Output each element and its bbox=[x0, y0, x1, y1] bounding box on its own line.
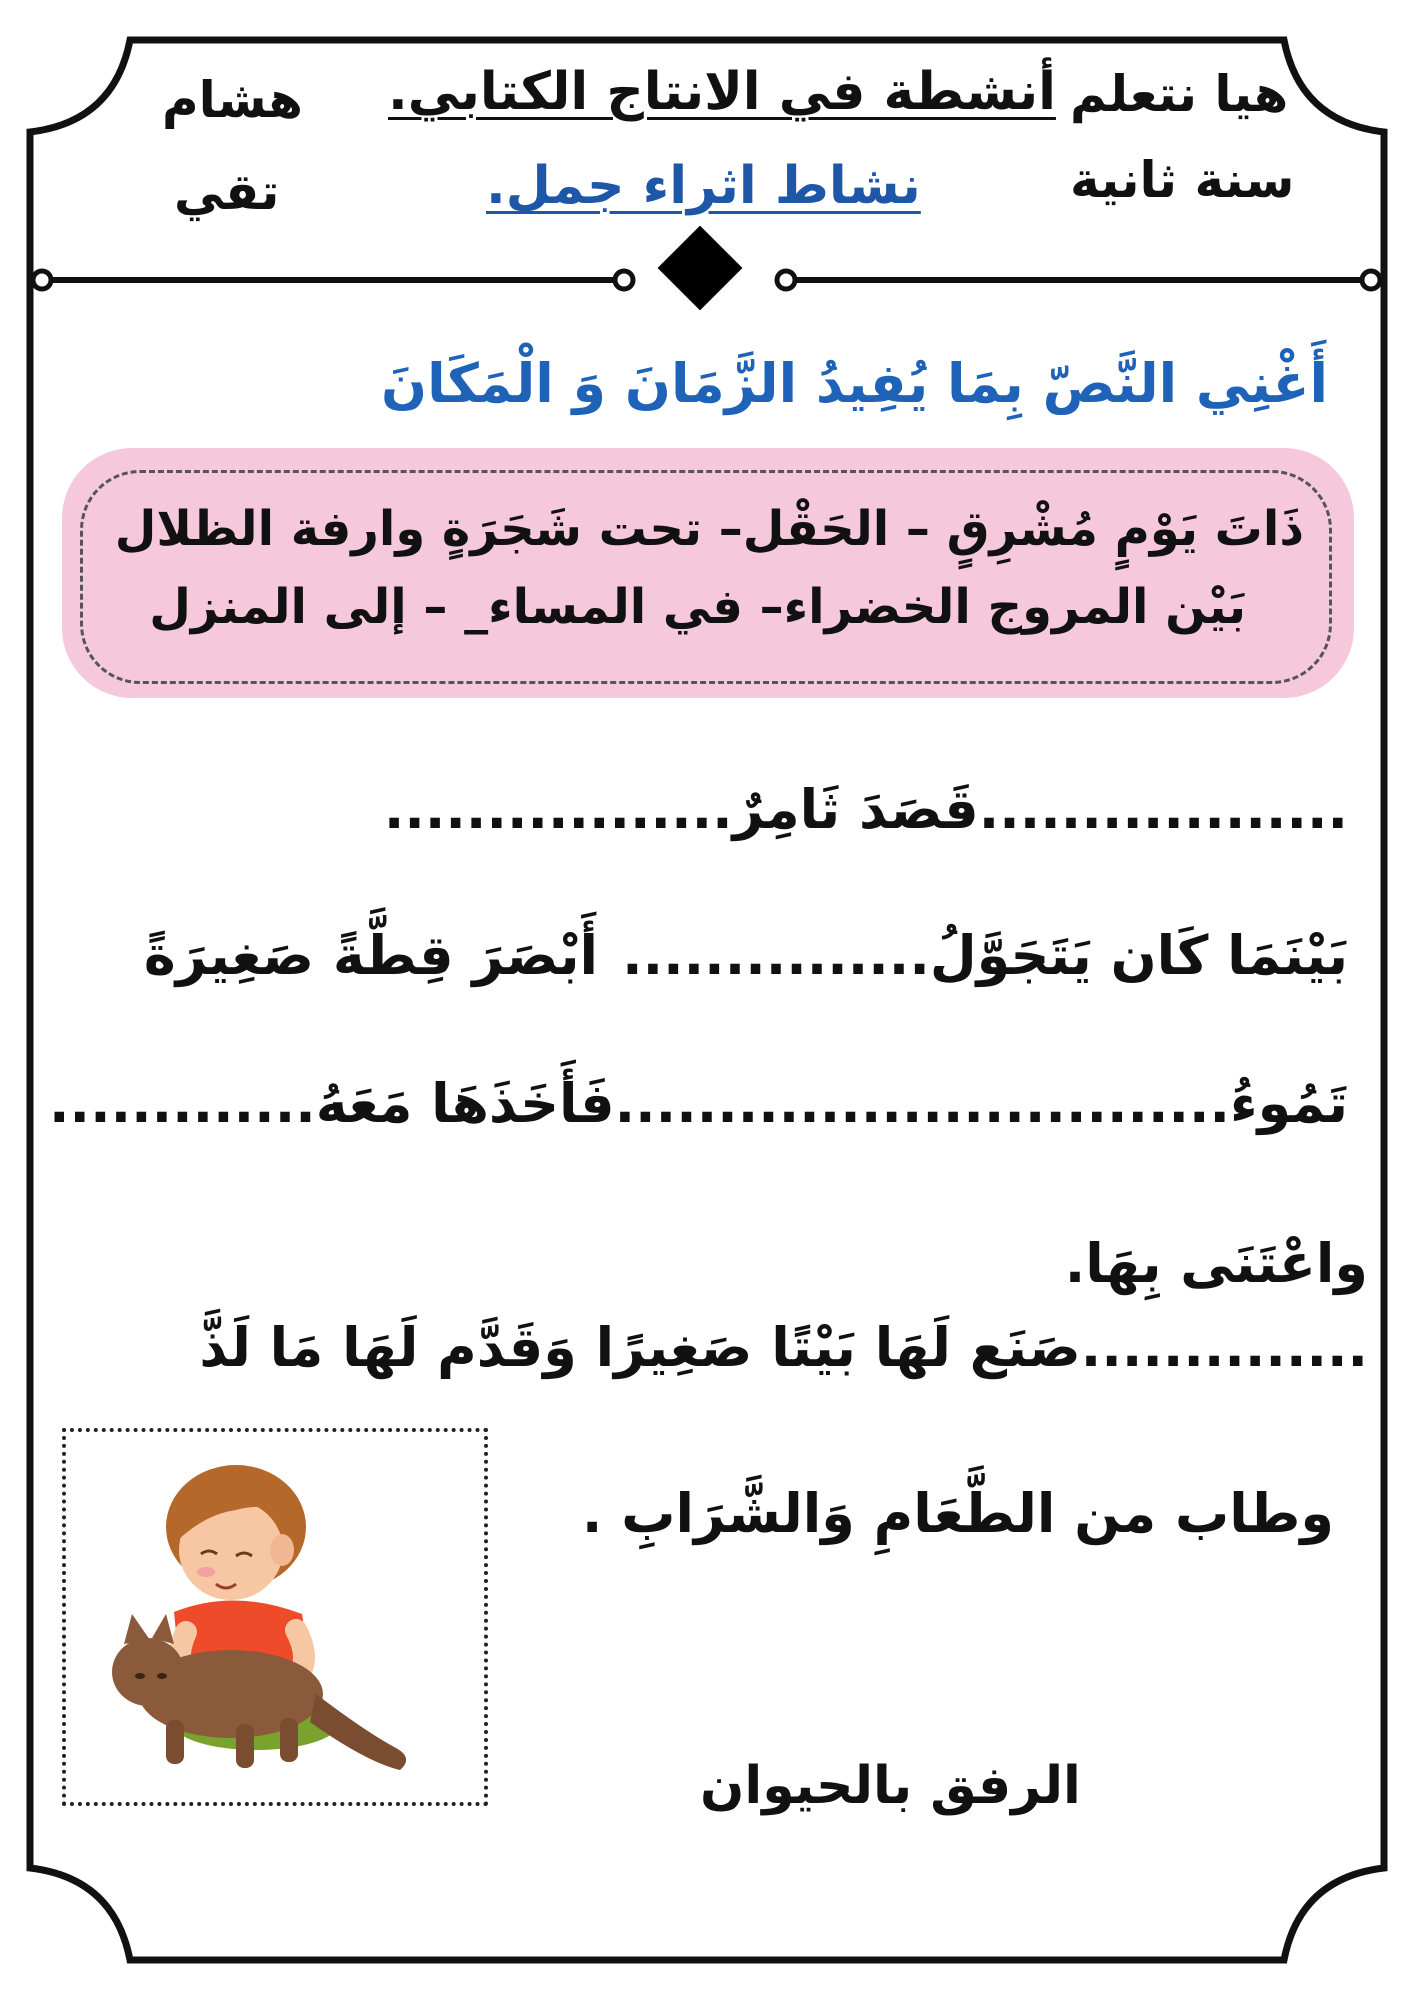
exercise-line-2b: أَبْصَرَ قِطَّةً صَغِيرَةً bbox=[143, 924, 598, 987]
boy-petting-cat-icon bbox=[66, 1432, 484, 1802]
header-divider bbox=[33, 226, 1380, 311]
grade-label: سنة ثانية bbox=[1070, 151, 1295, 209]
exercise-line-6: وطاب من الطَّعَامِ وَالشَّرَابِ . bbox=[581, 1482, 1334, 1545]
word-bank-line-1: ذَاتَ يَوْمٍ مُشْرِقٍ – الحَقْل– تحت شَجَرَةٍ وارفة الظلال bbox=[114, 501, 1304, 557]
teacher-first-name: هشام bbox=[162, 71, 303, 129]
teacher-last-name: تقي bbox=[174, 163, 280, 221]
illustration-caption: الرفق بالحيوان bbox=[700, 1756, 1081, 1816]
page-title: أنشطة في الانتاج الكتابي. bbox=[388, 62, 1056, 122]
exercise-line-5: ..............صَنَع لَهَا بَيْتًا صَغِيرًا وَقَدَّم لَهَا مَا لَذَّ bbox=[199, 1316, 1368, 1379]
exercise-line-4: واعْتَنَى بِهَا. bbox=[1064, 1232, 1368, 1295]
exercise-line-1: ..................قَصَدَ ثَامِرٌ................. bbox=[383, 778, 1348, 841]
exercise-line-2a: بَيْنَمَا كَان يَتَجَوَّلُ............... bbox=[622, 924, 1348, 987]
series-label: هيا نتعلم bbox=[1070, 65, 1289, 123]
exercise-line-3: تَمُوءُ..............................فَأَخَذَهَا مَعَهُ............. bbox=[49, 1072, 1348, 1135]
word-bank-line-2: بَيْن المروج الخضراء– في المساء_ – إلى المنزل bbox=[149, 579, 1246, 635]
illustration-frame bbox=[62, 1428, 488, 1806]
instruction-text: أَغْنِي النَّصّ بِمَا يُفِيدُ الزَّمَانَ وَ الْمَكَانَ bbox=[380, 352, 1328, 415]
activity-subtitle: نشاط اثراء جمل. bbox=[486, 156, 921, 216]
